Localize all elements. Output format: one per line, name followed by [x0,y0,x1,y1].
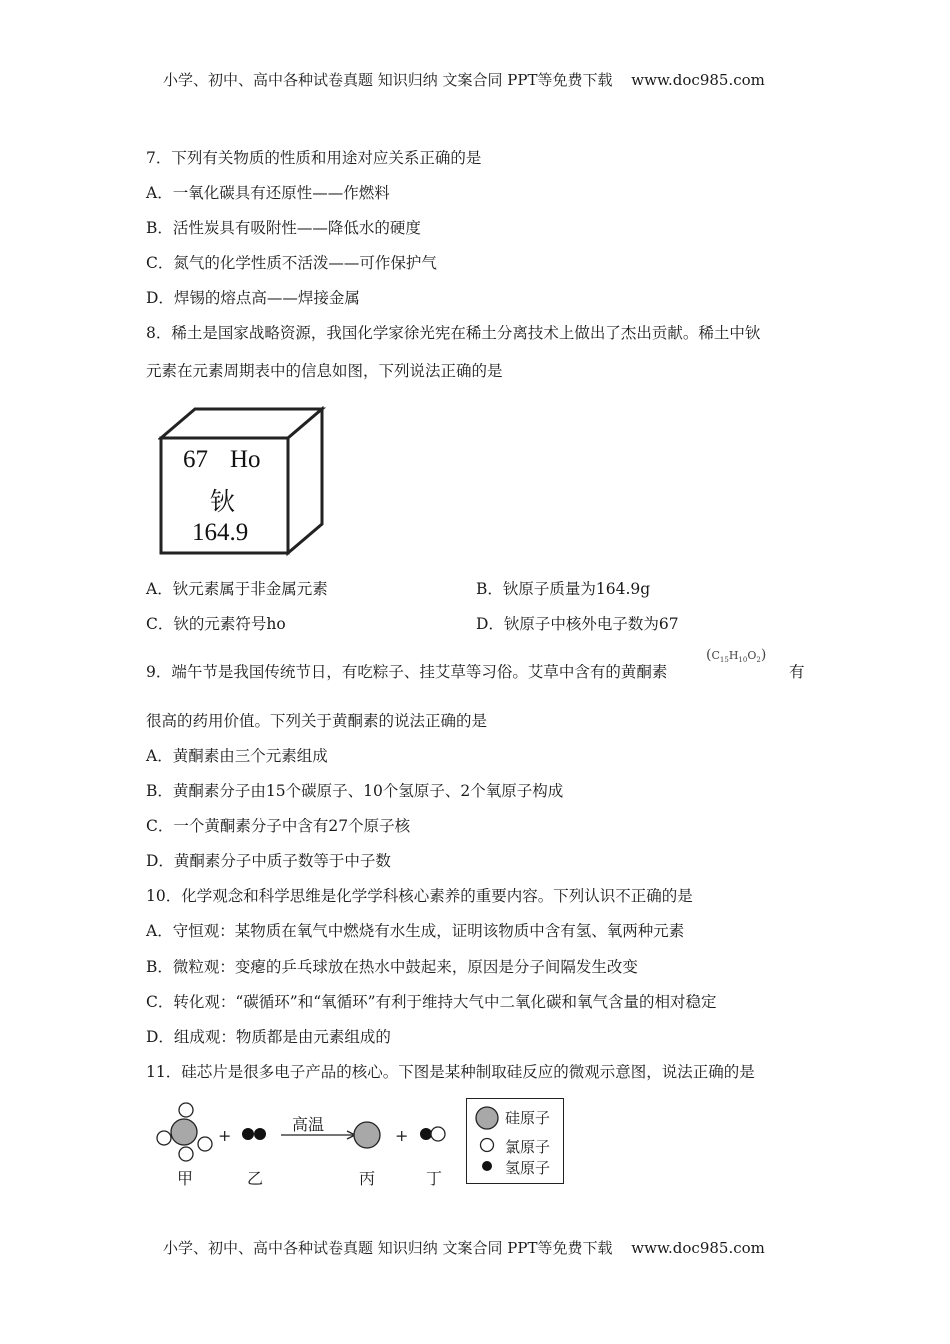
element-cube-figure [158,406,328,558]
q9-option-d: D．黄酮素分子中质子数等于中子数 [146,852,391,870]
q8-option-b: B．钬原子质量为164.9g [476,580,651,598]
formula-carbon: C [711,649,720,662]
molecule-ding [418,1126,448,1142]
reaction-arrow-icon [279,1129,361,1141]
footer-url: www.doc985.com [631,1239,765,1257]
page-footer [163,1237,765,1258]
q7-option-a: A．一氧化碳具有还原性——作燃料 [146,184,390,202]
formula-hydrogen-count: 10 [738,656,748,665]
q9-stem-line2: 很高的药用价值。下列关于黄酮素的说法正确的是 [146,712,488,730]
element-symbol: Ho [230,446,261,473]
q10-option-d: D．组成观：物质都是由元素组成的 [146,1028,391,1046]
formula-oxygen: O [747,649,757,662]
q8-stem-line1: 8．稀土是国家战略资源，我国化学家徐光宪在稀土分离技术上做出了杰出贡献。稀土中钬 [146,324,761,342]
q10-option-c: C．转化观：“碳循环”和“氧循环”有利于维持大气中二氧化碳和氧气含量的相对稳定 [146,993,717,1011]
q7-stem: 7．下列有关物质的性质和用途对应关系正确的是 [146,149,482,167]
q9-option-c: C．一个黄酮素分子中含有27个原子核 [146,817,411,835]
reaction-diagram [155,1096,575,1188]
formula-oxygen-count: 2 [756,656,761,665]
formula-close-paren: ) [760,647,767,663]
q9-option-b: B．黄酮素分子由15个碳原子、10个氢原子、2个氧原子构成 [146,782,564,800]
q8-option-d: D．钬原子中核外电子数为67 [476,615,679,633]
footer-text: 小学、初中、高中各种试卷真题 知识归纳 文案合同 PPT等免费下载 [163,1239,613,1257]
q7-option-b: B．活性炭具有吸附性——降低水的硬度 [146,219,421,237]
molecule-bing [352,1120,382,1150]
q10-option-b: B．微粒观：变瘪的乒乓球放在热水中鼓起来，原因是分子间隔发生改变 [146,958,638,976]
q10-option-a: A．守恒观：某物质在氧气中燃烧有水生成，证明该物质中含有氢、氧两种元素 [146,922,685,940]
q11-stem: 11．硅芯片是很多电子产品的核心。下图是某种制取硅反应的微观示意图，说法正确的是 [146,1063,755,1081]
molecule-jia [155,1102,215,1162]
q10-stem: 10．化学观念和科学思维是化学学科核心素养的重要内容。下列认识不正确的是 [146,887,693,905]
legend-hydrogen-icon [481,1160,493,1172]
q8-stem-line2: 元素在元素周期表中的信息如图，下列说法正确的是 [146,362,503,380]
page-header [163,69,765,90]
plus-sign-2: + [395,1126,409,1145]
plus-sign-1: + [218,1126,232,1145]
formula-open-paren: ( [706,647,712,663]
molecule-yi [241,1126,269,1142]
q7-option-c: C．氮气的化学性质不活泼——可作保护气 [146,254,437,272]
flavone-formula [706,647,766,664]
element-atomic-number: 67 [183,446,208,473]
q9-stem-line1-end: 有 [789,663,805,681]
label-yi: 乙 [247,1169,264,1188]
q7-option-d: D．焊锡的熔点高——焊接金属 [146,289,360,307]
label-bing: 丙 [359,1169,376,1188]
header-url: www.doc985.com [631,71,765,89]
legend-silicon-icon [474,1105,500,1131]
legend-hydrogen-label: 氢原子 [505,1159,551,1177]
formula-carbon-count: 15 [719,656,729,665]
reaction-condition: 高温 [292,1115,325,1134]
legend-chlorine-label: 氯原子 [505,1138,551,1156]
label-jia: 甲 [177,1169,194,1188]
element-mass: 164.9 [192,519,249,546]
legend-box [466,1098,564,1184]
q8-option-c: C．钬的元素符号ho [146,615,286,633]
legend-chlorine-icon [479,1137,495,1153]
label-ding: 丁 [426,1169,443,1188]
formula-hydrogen: H [728,649,739,662]
q8-option-a: A．钬元素属于非金属元素 [146,580,328,598]
q9-stem-line1: 9．端午节是我国传统节日，有吃粽子、挂艾草等习俗。艾草中含有的黄酮素 [146,663,668,681]
header-text: 小学、初中、高中各种试卷真题 知识归纳 文案合同 PPT等免费下载 [163,71,613,89]
q9-option-a: A．黄酮素由三个元素组成 [146,747,328,765]
legend-silicon-label: 硅原子 [505,1109,551,1127]
element-name: 钬 [210,489,236,516]
